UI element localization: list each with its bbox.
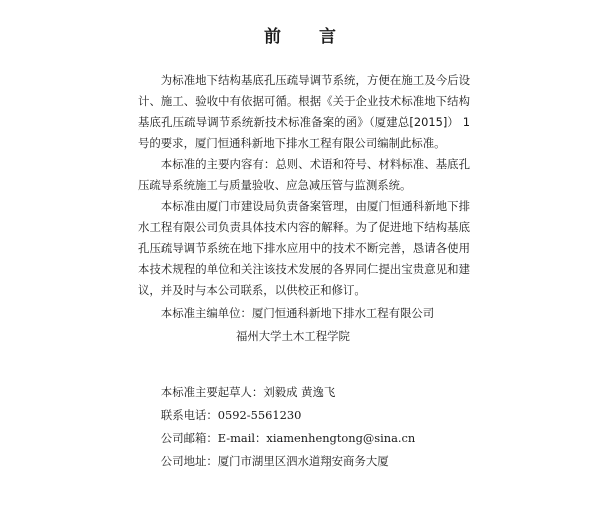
- drafters-line: 本标准主要起草人：刘毅成 黄逸飞: [160, 385, 336, 399]
- chief-editor-2: 福州大学土木工程学院: [236, 329, 350, 343]
- chief-editors-label: 本标准主编单位：: [160, 306, 252, 320]
- contact-block: [138, 381, 470, 473]
- chief-editors-block: [138, 303, 470, 347]
- email-line: 公司邮箱：E-mail：xiamenhengtong@sina.cn: [160, 431, 416, 445]
- chief-editor-line: [138, 303, 470, 324]
- paragraph-management: 本标准由厦门市建设局负责备案管理，由厦门恒通科新地下排水工程有限公司负责具体技术内容的解释。为了促进地下结构基底孔压疏导调节系统在地下排水应用中的技术不断完善，恳请各使用本技术规程的单位和关注该技术发展的各界同仁提出宝贵意见和建议，并及时与本公司联系，以供校正和修订。: [138, 199, 470, 297]
- chief-editor-1: 厦门恒通科新地下排水工程有限公司: [251, 306, 435, 320]
- address-line: 公司地址：厦门市湖里区泗水道翔安商务大厦: [160, 454, 389, 468]
- paragraph-purpose: 为标准地下结构基底孔压疏导调节系统，方便在施工及今后设计、施工、验收中有依据可循。根据《关于企业技术标准地下结构基底孔压疏导调节系统新技术标准备案的函》（厦建总[2015]） 1 号的要求，厦门恒通科新地下排水工程有限公司编制此标准。: [138, 73, 470, 150]
- phone-line: 联系电话：0592-5561230: [160, 408, 302, 422]
- document-body: [138, 70, 470, 473]
- paragraph-contents: 本标准的主要内容有：总则、术语和符号、材料标准、基底孔压疏导系统施工与质量验收、应急减压管与监测系统。: [138, 157, 470, 192]
- page-title: 前 言: [264, 27, 352, 47]
